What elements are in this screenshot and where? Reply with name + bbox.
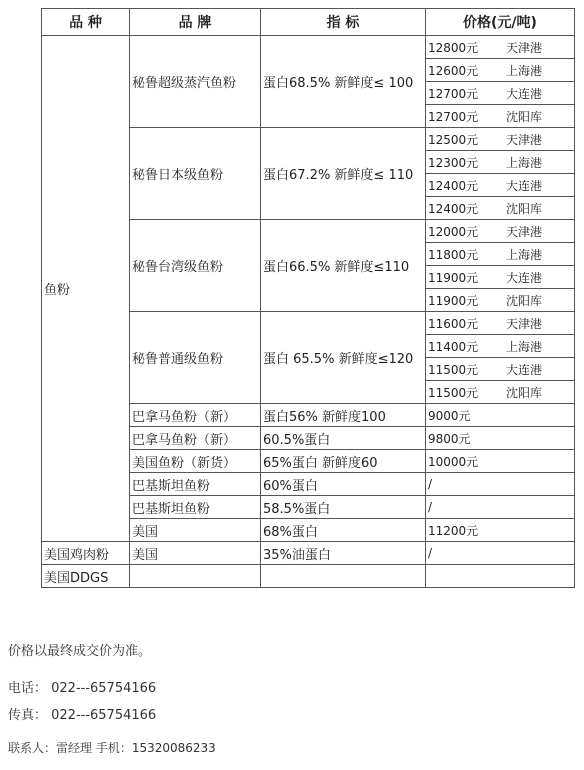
price-cell xyxy=(426,266,575,289)
price-cell: / xyxy=(426,542,575,565)
spec-cell: 60.5%蛋白 xyxy=(261,427,426,450)
price-cell: 10000元 xyxy=(426,450,575,473)
price-amount: 12400元 xyxy=(428,201,479,216)
price-cell xyxy=(426,243,575,266)
price-cell xyxy=(426,358,575,381)
spec-cell: 35%油蛋白 xyxy=(261,542,426,565)
category-ddgs: 美国DDGS xyxy=(42,565,130,588)
price-location: 天津港 xyxy=(505,40,542,55)
price-amount: 12700元 xyxy=(428,109,479,124)
price-location: 天津港 xyxy=(505,316,542,331)
brand-cell: 美国 xyxy=(130,542,261,565)
category-fishmeal: 鱼粉 xyxy=(42,36,130,542)
brand-cell: 巴拿马鱼粉（新） xyxy=(130,404,261,427)
brand-cell: 秘鲁超级蒸汽鱼粉 xyxy=(130,36,261,128)
brand-cell: 秘鲁日本级鱼粉 xyxy=(130,128,261,220)
header-price: 价格(元/吨) xyxy=(426,9,575,36)
price-amount: 12000元 xyxy=(428,224,479,239)
price-cell: 11200元 xyxy=(426,519,575,542)
category-chicken: 美国鸡肉粉 xyxy=(42,542,130,565)
price-amount: 12500元 xyxy=(428,132,479,147)
price-amount: 11500元 xyxy=(428,385,479,400)
price-location: 沈阳库 xyxy=(505,201,542,216)
price-amount: 12300元 xyxy=(428,155,479,170)
price-location: 上海港 xyxy=(505,155,542,170)
price-cell xyxy=(426,312,575,335)
price-cell xyxy=(426,128,575,151)
price-location: 大连港 xyxy=(505,86,542,101)
price-cell xyxy=(426,82,575,105)
spec-cell xyxy=(261,565,426,588)
phone-line: 电话： 022---65754166 xyxy=(8,681,157,696)
contact-line: 联系人：雷经理 手机：15320086233 xyxy=(8,741,216,755)
price-cell: 9800元 xyxy=(426,427,575,450)
spec-cell: 65%蛋白 新鲜度60 xyxy=(261,450,426,473)
price-amount: 12800元 xyxy=(428,40,479,55)
brand-cell: 美国鱼粉（新货） xyxy=(130,450,261,473)
price-amount: 11500元 xyxy=(428,362,479,377)
brand-cell: 巴基斯坦鱼粉 xyxy=(130,496,261,519)
price-amount: 11400元 xyxy=(428,339,479,354)
table-row xyxy=(42,36,575,59)
price-location: 沈阳库 xyxy=(505,109,542,124)
price-amount: 11800元 xyxy=(428,247,479,262)
price-cell xyxy=(426,105,575,128)
price-location: 天津港 xyxy=(505,224,542,239)
spec-cell: 蛋白67.2% 新鲜度≤ 110 xyxy=(261,128,426,220)
price-amount: 12700元 xyxy=(428,86,479,101)
price-cell: / xyxy=(426,473,575,496)
brand-cell: 美国 xyxy=(130,519,261,542)
price-location: 大连港 xyxy=(505,270,542,285)
header-spec: 指 标 xyxy=(261,9,426,36)
price-cell xyxy=(426,59,575,82)
spec-cell: 蛋白66.5% 新鲜度≤110 xyxy=(261,220,426,312)
spec-cell: 蛋白68.5% 新鲜度≤ 100 xyxy=(261,36,426,128)
price-location: 大连港 xyxy=(505,362,542,377)
price-location: 上海港 xyxy=(505,63,542,78)
price-location: 上海港 xyxy=(505,339,542,354)
price-cell xyxy=(426,151,575,174)
price-location: 沈阳库 xyxy=(505,293,542,308)
price-cell: 9000元 xyxy=(426,404,575,427)
price-location: 大连港 xyxy=(505,178,542,193)
spec-cell: 60%蛋白 xyxy=(261,473,426,496)
brand-cell: 秘鲁台湾级鱼粉 xyxy=(130,220,261,312)
price-cell xyxy=(426,220,575,243)
table-row xyxy=(42,542,575,565)
price-note: 价格以最终成交价为准。 xyxy=(8,644,152,659)
spec-cell: 68%蛋白 xyxy=(261,519,426,542)
price-amount: 12400元 xyxy=(428,178,479,193)
price-cell xyxy=(426,174,575,197)
spec-cell: 蛋白56% 新鲜度100 xyxy=(261,404,426,427)
price-location: 上海港 xyxy=(505,247,542,262)
price-amount: 12600元 xyxy=(428,63,479,78)
brand-cell xyxy=(130,565,261,588)
fax-line: 传真： 022---65754166 xyxy=(8,708,157,723)
price-table xyxy=(41,8,575,588)
price-cell xyxy=(426,381,575,404)
spec-cell: 58.5%蛋白 xyxy=(261,496,426,519)
brand-cell: 秘鲁普通级鱼粉 xyxy=(130,312,261,404)
table-row xyxy=(42,565,575,588)
price-location: 天津港 xyxy=(505,132,542,147)
price-amount: 11600元 xyxy=(428,316,479,331)
price-cell xyxy=(426,36,575,59)
header-variety: 品 种 xyxy=(42,9,130,36)
price-amount: 11900元 xyxy=(428,270,479,285)
header-brand: 品 牌 xyxy=(130,9,261,36)
price-cell: / xyxy=(426,496,575,519)
brand-cell: 巴拿马鱼粉（新） xyxy=(130,427,261,450)
price-cell xyxy=(426,335,575,358)
price-amount: 11900元 xyxy=(428,293,479,308)
price-location: 沈阳库 xyxy=(505,385,542,400)
spec-cell: 蛋白 65.5% 新鲜度≤120 xyxy=(261,312,426,404)
table-body xyxy=(42,36,575,588)
table-header-row xyxy=(42,9,575,36)
brand-cell: 巴基斯坦鱼粉 xyxy=(130,473,261,496)
price-cell xyxy=(426,289,575,312)
price-cell xyxy=(426,197,575,220)
price-cell xyxy=(426,565,575,588)
